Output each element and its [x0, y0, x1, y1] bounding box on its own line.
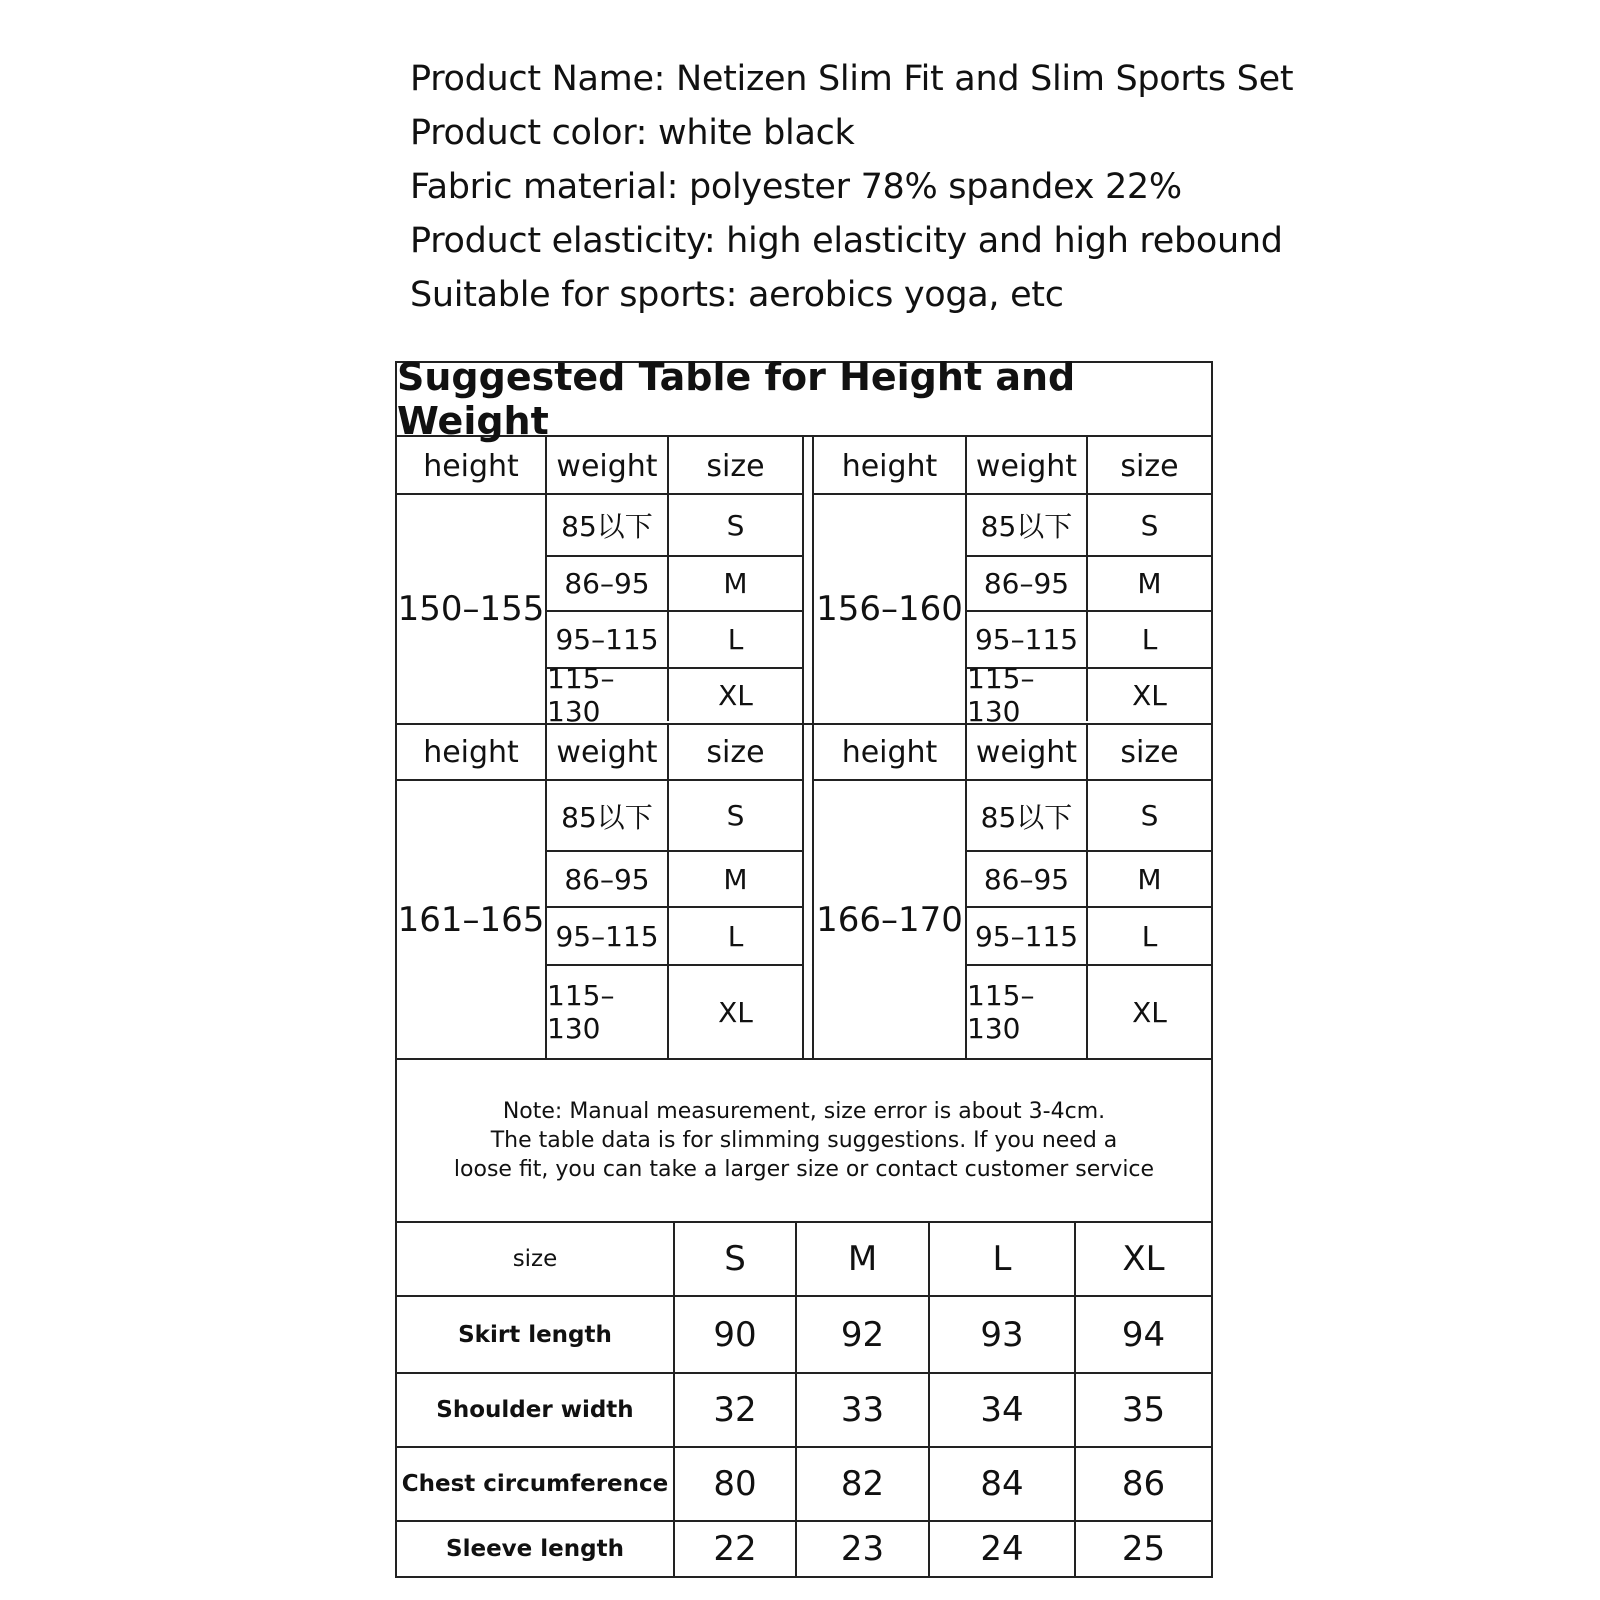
table-row: [547, 966, 802, 1058]
weight-cell: 95–115: [967, 612, 1088, 667]
height-block-156-160: [814, 437, 1211, 728]
table-row: [547, 662, 802, 728]
header-height: height: [397, 723, 547, 781]
row-label: Chest circumference: [397, 1448, 675, 1520]
header-size: size: [1120, 448, 1179, 484]
value-cell: 82: [797, 1448, 930, 1520]
measurement-note: [397, 1058, 1211, 1223]
header-height: height: [814, 723, 967, 781]
size-header-xl: XL: [1122, 1239, 1165, 1279]
weight-cell: 86–95: [967, 852, 1088, 906]
height-range: 156–160: [814, 495, 967, 723]
table-row: [547, 852, 802, 908]
size-cell: M: [723, 567, 748, 600]
note-line: loose fit, you can take a larger size or contact customer service: [453, 1157, 1155, 1182]
weight-cell: 95–115: [967, 908, 1088, 964]
value-cell: 86: [1121, 1464, 1166, 1504]
value-cell: 34: [930, 1374, 1076, 1446]
value-cell: 93: [930, 1297, 1076, 1372]
value-cell: 23: [797, 1522, 930, 1576]
header-size: size: [706, 734, 765, 770]
height-range: 166–170: [814, 781, 967, 1058]
size-cell: M: [723, 862, 748, 896]
size-header-s: S: [675, 1223, 797, 1295]
measurement-table: [397, 1223, 1211, 1576]
weight-cell: 115–130: [967, 669, 1088, 721]
weight-cell: 115–130: [967, 966, 1088, 1058]
block-header: [814, 437, 1211, 495]
value-cell: 24: [930, 1522, 1076, 1576]
block-header: [814, 723, 1211, 781]
weight-cell: 86–95: [547, 852, 669, 906]
row-label: Sleeve length: [397, 1522, 675, 1576]
product-color: Product color: white black: [410, 113, 855, 153]
size-cell: M: [1137, 567, 1162, 600]
table-row: [547, 781, 802, 852]
size-cell: XL: [1132, 995, 1167, 1029]
note-line: Note: Manual measurement, size error is about 3-4cm.: [502, 1099, 1106, 1124]
row-label: Shoulder width: [397, 1374, 675, 1446]
fabric-material: Fabric material: polyester 78% spandex 22%: [410, 167, 1182, 207]
size-chart: [395, 355, 1213, 1578]
measurement-header-row: [397, 1223, 1211, 1297]
size-cell: M: [1137, 862, 1162, 896]
size-cell: XL: [718, 678, 753, 712]
weight-cell: 95–115: [547, 908, 669, 964]
table-row: [397, 1297, 1211, 1374]
header-weight: weight: [967, 437, 1088, 495]
header-weight: weight: [547, 437, 669, 495]
weight-cell: 85以下: [967, 495, 1088, 555]
table-row: [967, 781, 1211, 852]
size-cell: S: [1140, 508, 1159, 542]
header-weight: weight: [547, 723, 669, 781]
table-row: [967, 852, 1211, 908]
header-weight: weight: [967, 723, 1088, 781]
table-row: [547, 495, 802, 557]
value-cell: 84: [930, 1448, 1076, 1520]
height-weight-table: [397, 437, 1211, 1058]
value-cell: 92: [797, 1297, 930, 1372]
size-cell: S: [726, 508, 745, 542]
value-cell: 94: [1121, 1314, 1166, 1355]
table-row: [967, 662, 1211, 728]
header-size: size: [706, 448, 765, 484]
suitable-sports: Suitable for sports: aerobics yoga, etc: [410, 275, 1064, 315]
weight-cell: 85以下: [547, 781, 669, 850]
size-cell: L: [727, 623, 744, 656]
product-info: [410, 52, 1410, 322]
weight-cell: 115–130: [547, 669, 669, 721]
table-row: [397, 1522, 1211, 1576]
block-header: [397, 723, 802, 781]
size-cell: XL: [718, 995, 753, 1029]
block-header: [397, 437, 802, 495]
header-height: height: [397, 437, 547, 495]
value-cell: 80: [675, 1448, 797, 1520]
size-cell: XL: [1132, 678, 1167, 712]
value-cell: 32: [675, 1374, 797, 1446]
table-row: [967, 966, 1211, 1058]
size-cell: L: [1141, 623, 1158, 656]
product-name: Product Name: Netizen Slim Fit and Slim Sports Set: [410, 59, 1294, 99]
size-cell: L: [1141, 919, 1158, 953]
table-row: [547, 908, 802, 966]
table-row: [397, 1374, 1211, 1448]
height-range: 150–155: [397, 495, 547, 723]
value-cell: 90: [675, 1297, 797, 1372]
size-header-l: L: [930, 1223, 1076, 1295]
product-elasticity: Product elasticity: high elasticity and high rebound: [410, 221, 1283, 261]
note-line: The table data is for slimming suggestions. If you need a: [490, 1128, 1118, 1153]
table-row: [547, 612, 802, 669]
row-label: Skirt length: [397, 1297, 675, 1372]
value-cell: 35: [1121, 1390, 1166, 1430]
value-cell: 25: [1121, 1529, 1166, 1569]
height-range: 161–165: [397, 781, 547, 1058]
table-row: [967, 557, 1211, 612]
table-title: Suggested Table for Height and Weight: [397, 363, 1211, 437]
table-row: [397, 1448, 1211, 1522]
size-cell: S: [726, 799, 745, 832]
size-header-m: M: [797, 1223, 930, 1295]
height-block-161-165: [397, 723, 802, 1058]
table-row: [967, 612, 1211, 669]
height-block-166-170: [814, 723, 1211, 1058]
size-header-label: size: [397, 1223, 675, 1295]
column-separator: [802, 437, 814, 1058]
height-block-150-155: [397, 437, 802, 728]
value-cell: 22: [675, 1522, 797, 1576]
size-cell: S: [1140, 799, 1159, 832]
weight-cell: 95–115: [547, 612, 669, 667]
weight-cell: 115–130: [547, 966, 669, 1058]
header-size: size: [1120, 734, 1179, 770]
table-row: [967, 908, 1211, 966]
table-row: [967, 495, 1211, 557]
weight-cell: 86–95: [547, 557, 669, 610]
value-cell: 33: [797, 1374, 930, 1446]
size-cell: L: [727, 919, 744, 953]
weight-cell: 85以下: [967, 781, 1088, 850]
weight-cell: 85以下: [547, 495, 669, 555]
table-row: [547, 557, 802, 612]
weight-cell: 86–95: [967, 557, 1088, 610]
header-height: height: [814, 437, 967, 495]
